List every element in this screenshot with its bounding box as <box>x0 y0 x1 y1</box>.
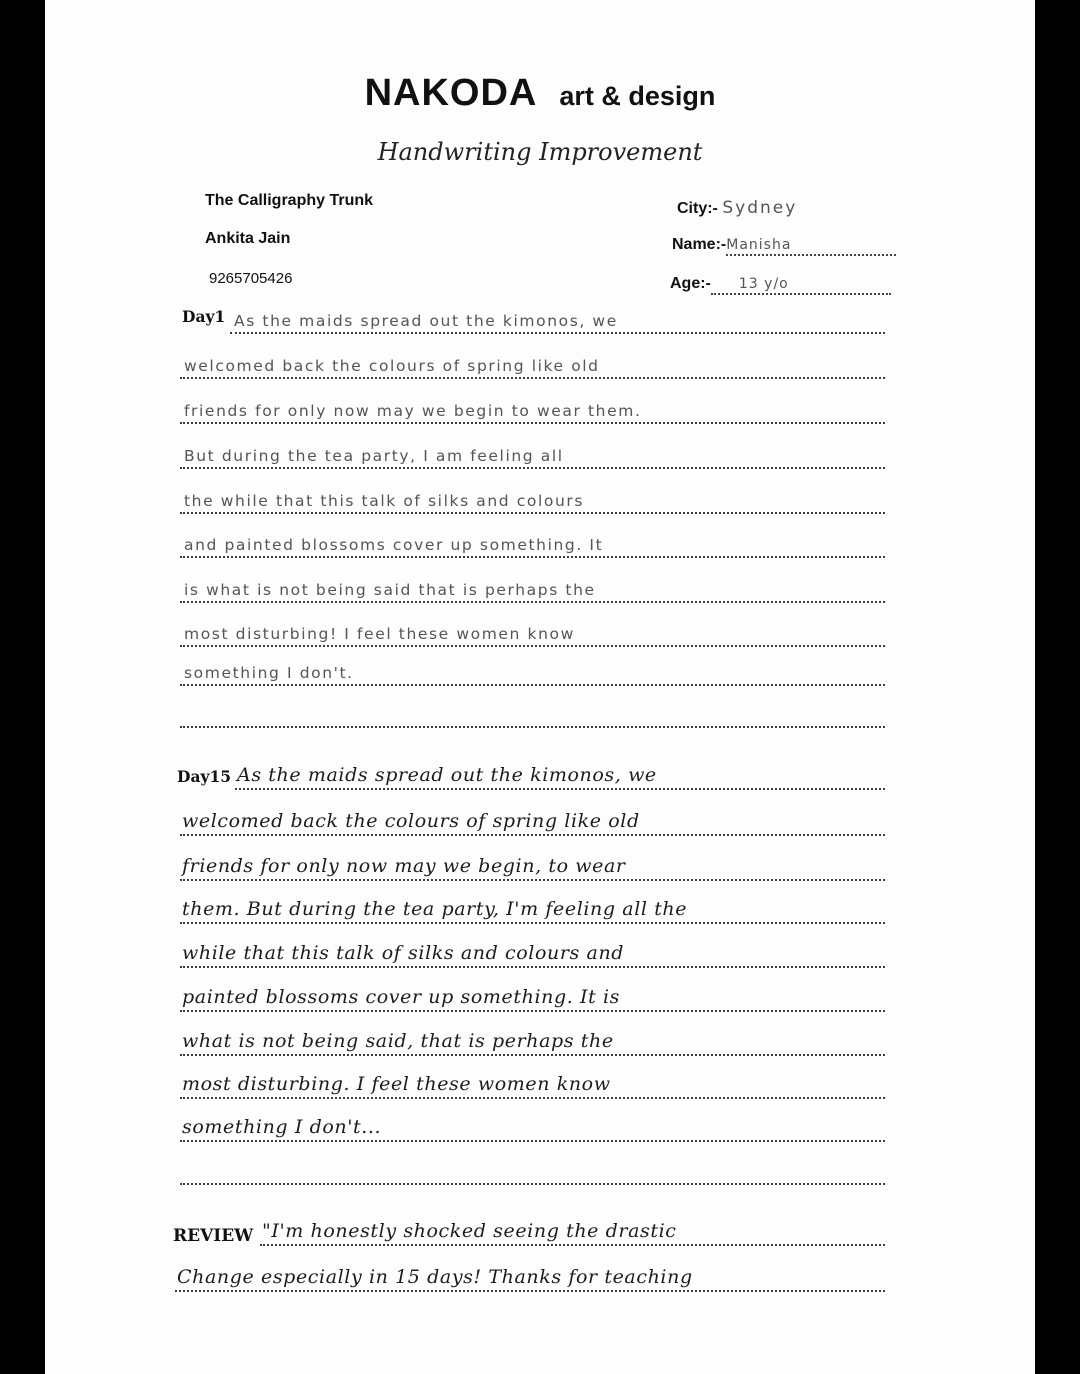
day15-label: Day15 <box>177 767 232 786</box>
age-field <box>670 275 891 295</box>
day15-line-9: something I don't... <box>180 1112 885 1142</box>
day1-line-4: But during the tea party, I am feeling all <box>180 439 885 469</box>
day15-line-6: painted blossoms cover up something. It is <box>180 982 885 1012</box>
city-value: Sydney <box>722 198 798 218</box>
name-value: Manisha <box>726 237 792 253</box>
day1-line-10 <box>180 698 885 728</box>
day1-line-8: most disturbing! I feel these women know <box>180 617 885 647</box>
city-field <box>677 198 797 218</box>
worksheet-page <box>45 0 1035 1374</box>
age-line <box>711 275 891 295</box>
school-name: The Calligraphy Trunk <box>205 192 374 209</box>
day1-line-2: welcomed back the colours of spring like old <box>180 349 885 379</box>
teacher-name: Ankita Jain <box>205 230 291 247</box>
day15-line-7: what is not being said, that is perhaps the <box>180 1026 885 1056</box>
name-field <box>672 236 896 256</box>
day1-line-7: is what is not being said that is perhaps the <box>180 573 885 603</box>
day15-line-1: As the maids spread out the kimonos, we <box>235 760 885 790</box>
name-line <box>726 236 896 256</box>
name-label: Name:- <box>672 236 727 253</box>
city-label: City:- <box>677 200 718 217</box>
day15-line-4: them. But during the tea party, I'm feeling all the <box>180 894 885 924</box>
day1-line-1: As the maids spread out the kimonos, we <box>230 304 885 334</box>
phone-number: 9265705426 <box>209 270 293 287</box>
brand-header <box>45 72 1035 115</box>
day1-label: Day1 <box>182 307 226 326</box>
day1-line-9: something I don't. <box>180 656 885 686</box>
review-line-2: Change especially in 15 days! Thanks for teaching <box>175 1262 885 1292</box>
day15-line-5: while that this talk of silks and colours and <box>180 938 885 968</box>
day1-line-6: and painted blossoms cover up something. It <box>180 528 885 558</box>
day15-line-3: friends for only now may we begin, to wear <box>180 851 885 881</box>
age-value: 13 y/o <box>738 276 789 292</box>
brand-name: NAKODA <box>364 72 538 114</box>
day15-line-10 <box>180 1155 885 1185</box>
day1-line-5: the while that this talk of silks and colours <box>180 484 885 514</box>
day15-line-8: most disturbing. I feel these women know <box>180 1069 885 1099</box>
worksheet-subtitle: Handwriting Improvement <box>377 138 703 166</box>
day1-line-3: friends for only now may we begin to wear them. <box>180 394 885 424</box>
day15-line-2: welcomed back the colours of spring like old <box>180 806 885 836</box>
brand-subtitle: art & design <box>559 81 716 111</box>
review-label: REVIEW <box>173 1226 254 1246</box>
review-line-1: "I'm honestly shocked seeing the drastic <box>260 1216 885 1246</box>
age-label: Age:- <box>670 275 711 292</box>
